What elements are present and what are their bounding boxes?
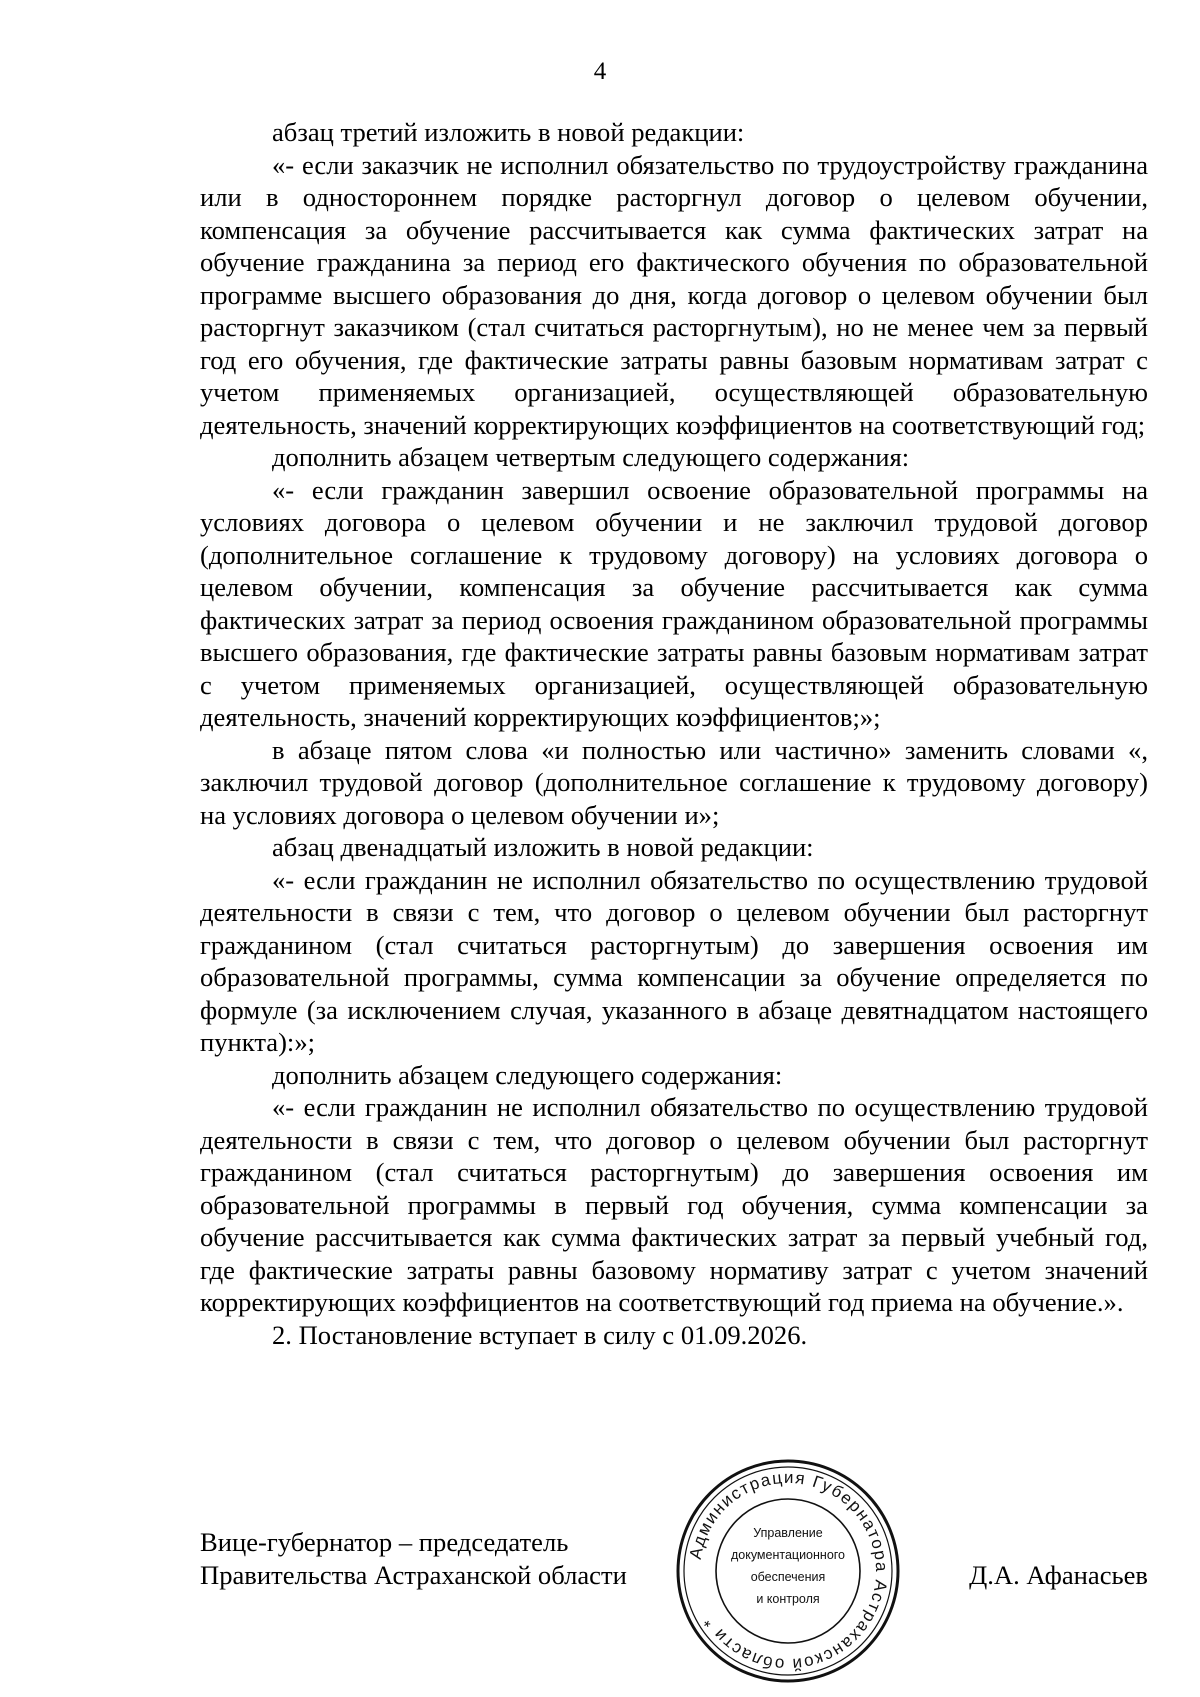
signatory-name: Д.А. Афанасьев	[969, 1560, 1148, 1590]
paragraph-4: «- если гражданин завершил освоение образовательной программы на условиях договора о целевом обучении и не заключил трудовой договор (дополнительное соглашение к трудовому договору) на условиях договора о целевом обучении, компенсация за обучение рассчитывается как сумма фактических затрат за период освоения гражданином образовательной программы высшего образования, где фактические затраты равны базовым нормативам затрат с учетом применяемых организацией, осуществляющей образовательную деятельность, значений корректирующих коэффициентов;»;	[200, 474, 1148, 732]
signatory-title-line-2: Правительства Астраханской области	[200, 1560, 627, 1590]
document-body	[200, 116, 1148, 1351]
paragraph-3: дополнить абзацем четвертым следующего содержания:	[272, 442, 910, 472]
stamp-inner-line-2: документационного	[730, 1548, 846, 1562]
stamp-inner-line-1: Управление	[753, 1526, 823, 1540]
signatory-title-line-1: Вице-губернатор – председатель	[200, 1527, 569, 1557]
paragraph-1: абзац третий изложить в новой редакции:	[272, 117, 745, 147]
official-stamp	[674, 1457, 902, 1685]
page-number: 4	[593, 58, 607, 85]
paragraph-8: дополнить абзацем следующего содержания:	[272, 1059, 783, 1090]
stamp-seal-graphic	[674, 1457, 902, 1685]
stamp-ring-text: Администрация Губернатора Астраханской области *	[685, 1467, 892, 1675]
paragraph-6: абзац двенадцатый изложить в новой редакции:	[272, 832, 814, 862]
paragraph-7: «- если гражданин не исполнил обязательство по осуществлению трудовой деятельности в связи с тем, что договор о целевом обучении был расторгнут гражданином (стал считаться расторгнутым) до завершения освоения им образовательной программы, сумма компенсации за обучение определяется по формуле (за исключением случая, указанного в абзаце девятнадцатом настоящего пункта):»;	[200, 864, 1148, 1057]
paragraph-2: «- если заказчик не исполнил обязательство по трудоустройству гражданина или в одностороннем порядке расторгнул договор о целевом обучении, компенсация за обучение рассчитывается как сумма фактических затрат на обучение гражданина за период его фактического обучения по образовательной программе высшего образования до дня, когда договор о целевом обучении был расторгнут заказчиком (стал считаться расторгнутым), но не менее чем за первый год его обучения, где фактические затраты равны базовым нормативам затрат с учетом применяемых организацией, осуществляющей образовательную деятельность, значений корректирующих коэффициентов на соответствующий год;	[200, 149, 1148, 440]
stamp-inner-line-3: обеспечения	[750, 1570, 826, 1584]
paragraph-10: 2. Постановление вступает в силу с 01.09.2026.	[272, 1319, 808, 1350]
paragraph-9: «- если гражданин не исполнил обязательство по осуществлению трудовой деятельности в связи с тем, что договор о целевом обучении был расторгнут гражданином (стал считаться расторгнутым) до завершения освоения им образовательной программы в первый год обучения, сумма компенсации за обучение рассчитывается как сумма фактических затрат за первый учебный год, где фактические затраты равны базовому нормативу затрат с учетом значений корректирующих коэффициентов на соответствующий год приема на обучение.».	[200, 1092, 1148, 1317]
paragraph-5: в абзаце пятом слова «и полностью или частично» заменить словами «, заключил трудовой договор (дополнительное соглашение к трудовому договору) на условиях договора о целевом обучении и»;	[200, 734, 1148, 830]
signatory-title	[200, 1526, 627, 1592]
stamp-inner-line-4: и контроля	[756, 1592, 820, 1606]
